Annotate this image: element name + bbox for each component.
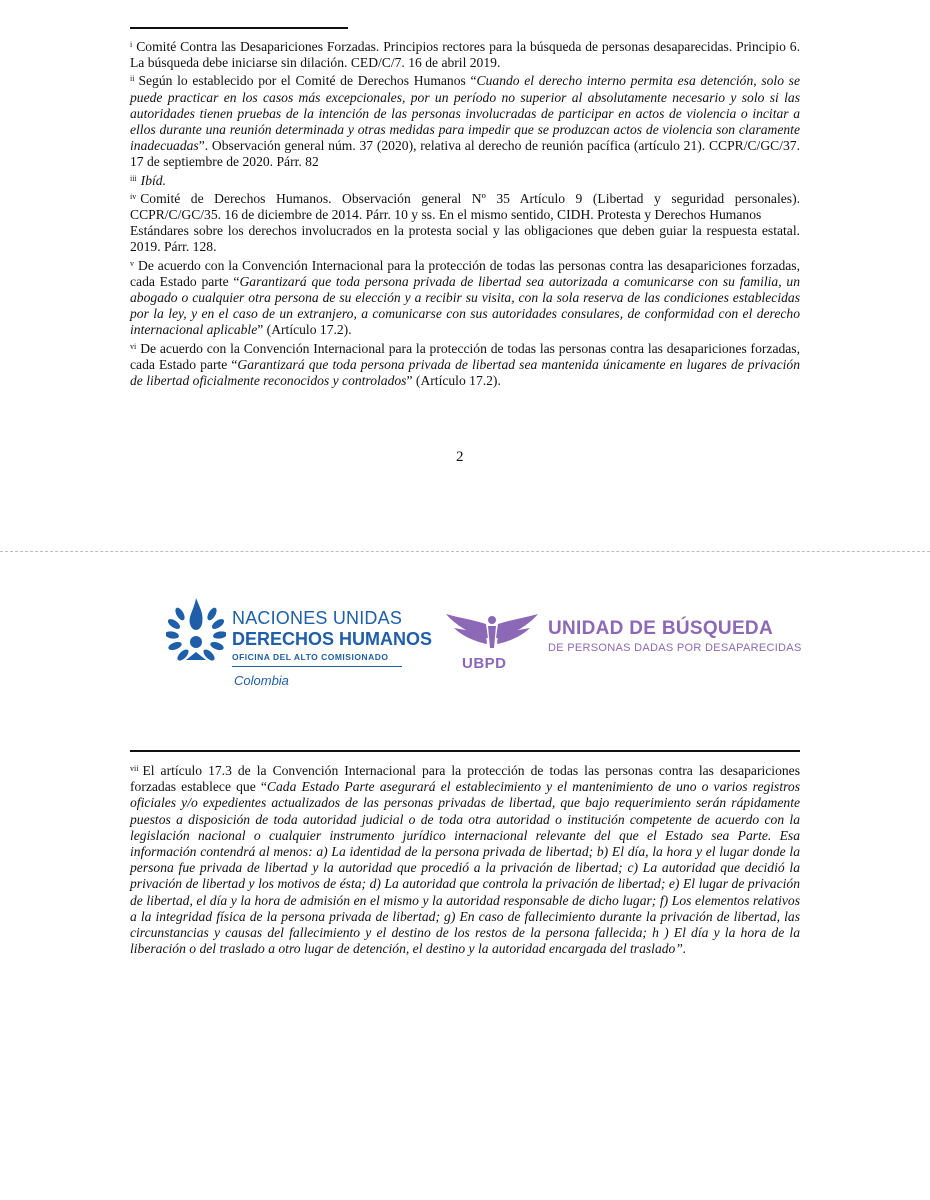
footnote xyxy=(130,761,800,957)
footnote-text: De acuerdo con la Convención Internacional para la protección de todas las personas contra las desapariciones forzadas, cada Estado parte “ xyxy=(130,340,800,372)
page-number: 2 xyxy=(456,449,464,465)
un-logo-rule xyxy=(232,666,402,667)
footnote-quote: Garantizará que toda persona privada de libertad sea autorizada a comunicarse con su familia, un abogado o cualquier otra persona de su elección y a recibir su visita, con la sola reserva de las condiciones establecidas por la ley, y en el caso de un extranjero, a comunicarse con sus autoridades consulares, de conformidad con el derecho internacional aplicable xyxy=(130,273,800,338)
footnote-marker: v xyxy=(130,258,134,268)
un-logo-line-3: OFICINA DEL ALTO COMISIONADO xyxy=(232,652,389,662)
footnote-marker: iv xyxy=(130,191,137,201)
footnote-marker: i xyxy=(130,40,133,49)
footnote xyxy=(130,223,800,255)
un-logo-country: Colombia xyxy=(234,673,289,688)
footnote-quote: Cada Estado Parte asegurará el establecimiento y el mantenimiento de uno o varios registros oficiales y/o expedientes actualizados de las personas privadas de libertad, que bajo requerimiento serán rápidamente puestos a disposición de toda autoridad judicial o de toda otra autoridad o institución competente de acuerdo con la legislación nacional o cualquier instrumento jurídico internacional relevante del que el Estado sea Parte. Esa información contendrá al menos: a) La identidad de la persona privada de libertad; b) El día, la hora y el lugar donde la persona fue privada de libertad y la autoridad que procedió a la privación de libertad; c) La autoridad que decidió la privación de libertad y los motivos de ésta; d) La autoridad que controla la privación de libertad; e) El lugar de privación de libertad, el día y la hora de admisión en el mismo y la autoridad responsable de dicho lugar; f) Los elementos relativos a la integridad física de la persona privada de libertad; g) En caso de fallecimiento durante la privación de libertad, las circunstancias y causas del fallecimiento y el destino de los restos de la persona fallecida; h ) El día y la hora de la liberación o del traslado a otro lugar de detención, el destino y la autoridad encargada del traslado xyxy=(130,779,800,957)
footnote-text: Comité de Derechos Humanos. Observación general Nº 35 Artículo 9 (Libertad y seguridad personales). CCPR/C/GC/35. 16 de diciembre de 2014. Párr. 10 y ss. En el mismo sentido, CIDH. Protesta y Derechos Humanos xyxy=(130,190,800,223)
ubpd-title: UNIDAD DE BÚSQUEDA xyxy=(548,618,773,639)
un-logo-line-2: DERECHOS HUMANOS xyxy=(232,629,433,649)
footnote xyxy=(130,171,800,189)
footnotes-section-bottom xyxy=(130,761,800,957)
footnote-text: Estándares sobre los derechos involucrados en la protesta social y las obligaciones que deben guiar la respuesta estatal. 2019. Párr. 128. xyxy=(130,223,800,255)
footnote-quote: Ibíd. xyxy=(140,172,166,188)
footnote-text: Según lo establecido por el Comité de Derechos Humanos “ xyxy=(138,73,477,89)
footnote-quote: Cuando el derecho interno permita esa detención, solo se puede practicar en los casos más excepcionales, por un período no superior al absolutamente necesario y solo si las autoridades tienen pruebas de la intención de las personas involucradas de participar en actos de violencia o incitar a ellos durante una reunión determinada y otras medidas para impedir que se produzcan actos de violencia son claramente inadecuadas xyxy=(130,73,801,154)
footnote-text: ”. Observación general núm. 37 (2020), relativa al derecho de reunión pacífica (artículo 21). CCPR/C/GC/37. 17 de septiembre de 2020. Párr. 82 xyxy=(130,138,800,170)
footnote-separator-top xyxy=(130,27,348,29)
ubpd-acronym: UBPD xyxy=(462,655,507,672)
footnote-text: De acuerdo con la Convención Internacional para la protección de todas las personas contra las desapariciones forzadas, cada Estado parte “ xyxy=(130,257,800,289)
footnote-text: El artículo 17.3 de la Convención Internacional para la protección de todas las personas contra las desapariciones forzadas establece que “ xyxy=(130,763,800,795)
footnote-text: ” (Artículo 17.2). xyxy=(257,322,352,338)
footnote-quote: Garantizará que toda persona privada de libertad sea mantenida únicamente en lugares de privación de libertad oficialmente reconocidos y controlados xyxy=(130,356,800,389)
un-logo-line-1: NACIONES UNIDAS xyxy=(232,608,403,628)
footnote-text: ” (Artículo 17.2). xyxy=(406,373,501,389)
un-laurel-flame-icon xyxy=(166,594,226,668)
ubpd-logo xyxy=(444,608,804,678)
footnote-marker: vi xyxy=(130,341,137,351)
footnote-text: Comité Contra las Desapariciones Forzadas. Principios rectores para la búsqueda de personas desaparecidas. Principio 6. La búsqueda debe iniciarse sin dilación. CED/C/7. 16 de abril 2019. xyxy=(130,39,800,71)
footnote-marker: iii xyxy=(130,173,137,183)
footnote-marker: ii xyxy=(130,74,135,84)
page-break-divider xyxy=(0,551,930,552)
footnote xyxy=(130,189,800,223)
footnote-marker: vii xyxy=(130,764,139,773)
footnote-separator-bottom xyxy=(130,750,800,752)
ubpd-wings-icon xyxy=(444,608,540,656)
footnotes-section-top xyxy=(130,37,800,389)
footnote xyxy=(130,37,800,71)
ubpd-subtitle: DE PERSONAS DADAS POR DESAPARECIDAS xyxy=(548,642,802,654)
footnote xyxy=(130,256,800,339)
un-human-rights-logo xyxy=(166,594,433,694)
footnote-quote: ”. xyxy=(675,941,687,957)
footnote xyxy=(130,71,800,170)
footnote xyxy=(130,339,800,390)
